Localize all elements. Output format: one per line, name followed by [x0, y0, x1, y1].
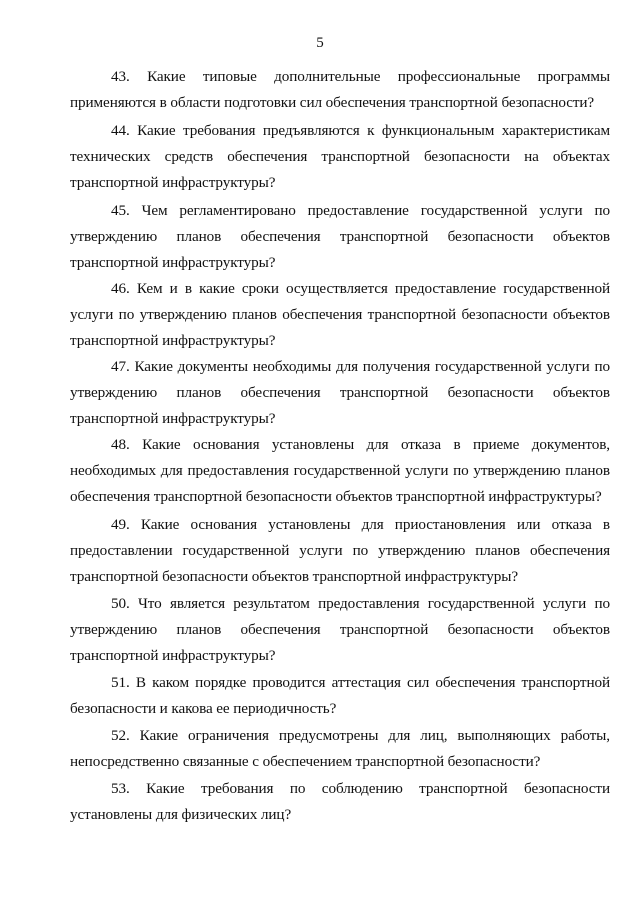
question-43: 43. Какие типовые дополнительные профессиональные программы применяются в области подготовки сил обеспечения транспортной безопасности?	[70, 68, 610, 111]
question-51: 51. В каком порядке проводится аттестация сил обеспечения транспортной безопасности и какова ее периодичность?	[70, 674, 610, 717]
question-45: 45. Чем регламентировано предоставление государственной услуги по утверждению планов обеспечения транспортной безопасности объектов транспортной инфраструктуры?	[70, 202, 610, 271]
question-50: 50. Что является результатом предоставления государственной услуги по утверждению планов обеспечения транспортной безопасности объектов транспортной инфраструктуры?	[70, 595, 610, 664]
page-number: 5	[316, 35, 324, 51]
question-48: 48. Какие основания установлены для отказа в приеме документов, необходимых для предоставления государственной услуги по утверждению планов обеспечения транспортной безопасности объектов транспортной инфраструктуры?	[70, 436, 610, 505]
question-52: 52. Какие ограничения предусмотрены для лиц, выполняющих работы, непосредственно связанные с обеспечением транспортной безопасности?	[70, 727, 610, 770]
question-46: 46. Кем и в какие сроки осуществляется предоставление государственной услуги по утверждению планов обеспечения транспортной безопасности объектов транспортной инфраструктуры?	[70, 280, 610, 349]
question-47: 47. Какие документы необходимы для получения государственной услуги по утверждению планов обеспечения транспортной безопасности объектов транспортной инфраструктуры?	[70, 358, 610, 427]
question-44: 44. Какие требования предъявляются к функциональным характеристикам технических средств обеспечения транспортной безопасности на объектах транспортной инфраструктуры?	[70, 122, 610, 191]
question-49: 49. Какие основания установлены для приостановления или отказа в предоставлении государственной услуги по утверждению планов обеспечения транспортной безопасности объектов транспортной инфраструктуры?	[70, 516, 610, 585]
question-53: 53. Какие требования по соблюдению транспортной безопасности установлены для физических лиц?	[70, 780, 610, 823]
